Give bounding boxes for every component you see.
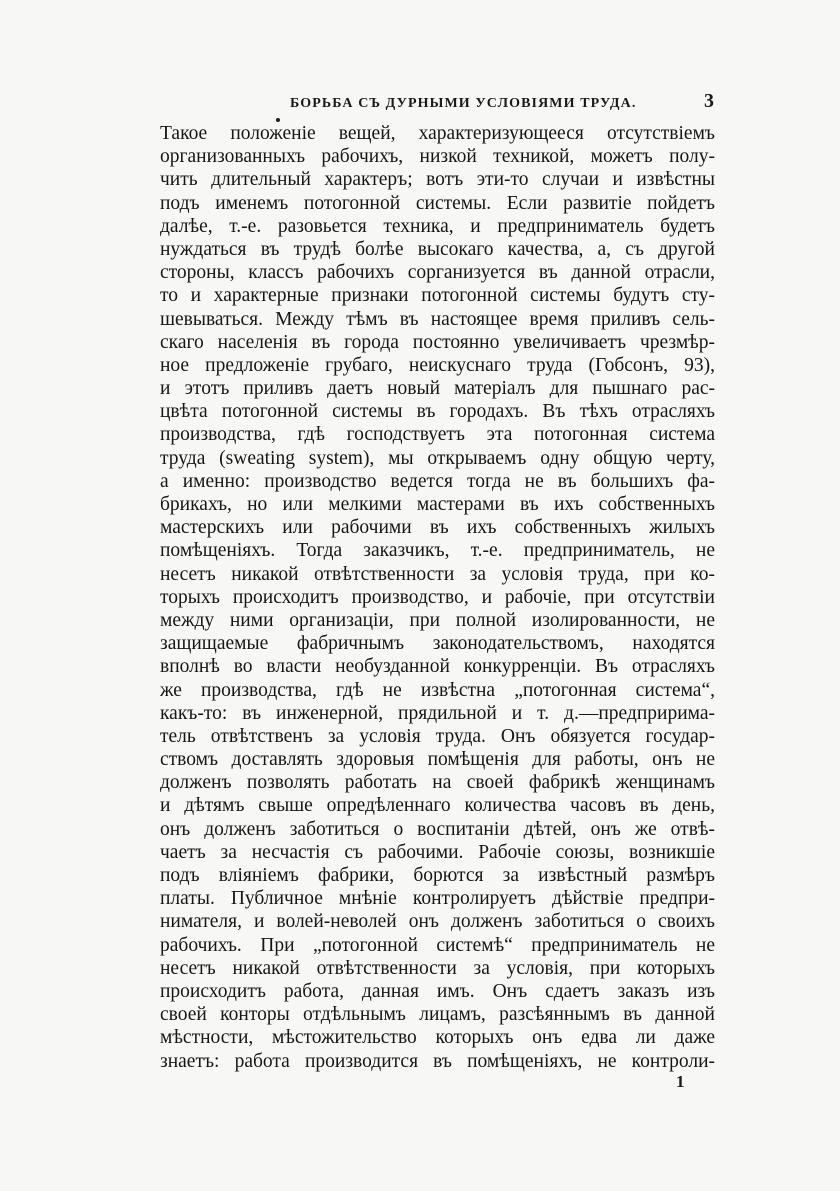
- text-line: торыхъ происходитъ производство, и рабочіе, при отсутствіи: [160, 586, 715, 608]
- text-line: защищаемые фабричнымъ законодательствомъ, находятся: [160, 633, 715, 655]
- text-line: своей конторы отдѣльнымъ лицамъ, разсѣяннымъ въ данной: [160, 1004, 715, 1026]
- signature-mark: 1: [676, 1072, 685, 1091]
- text-line: рабочихъ. При „потогонной системѣ“ предприниматель не: [160, 934, 715, 956]
- text-line: брикахъ, но или мелкими мастерами въ ихъ собственныхъ: [160, 494, 715, 515]
- page-number: 3: [704, 90, 714, 112]
- text-line: труда (sweating system), мы открываемъ одну общую черту,: [160, 447, 715, 469]
- text-line: ное предложеніе грубаго, неискуснаго труда (Гобсонъ, 93),: [160, 354, 715, 376]
- text-line: и дѣтямъ свыше опредѣленнаго количества часовъ въ день,: [160, 795, 715, 817]
- text-line: мѣстности, мѣстожительство которыхъ онъ едва ли даже: [160, 1027, 715, 1049]
- text-line: несетъ никакой отвѣтственности за условія, при которыхъ: [160, 957, 715, 979]
- text-line: же производства, гдѣ не извѣстна „потогонная система“,: [160, 679, 715, 701]
- text-line: платы. Публичное мнѣніе контролируетъ дѣйствіе предпри-: [160, 888, 715, 910]
- text-line: чаетъ за несчастія съ рабочими. Рабочіе союзы, возникшіе: [160, 841, 715, 863]
- text-line: стороны, классъ рабочихъ сорганизуется въ данной отрасли,: [160, 262, 715, 284]
- text-line: подъ именемъ потогонной системы. Если развитіе пойдетъ: [160, 192, 715, 214]
- text-line: тель отвѣтственъ за условія труда. Онъ обязуется государ-: [160, 725, 715, 747]
- text-line: долженъ позволять работать на своей фабрикѣ женщинамъ: [160, 772, 715, 794]
- text-line: цвѣта потогонной системы въ городахъ. Въ тѣхъ отрасляхъ: [160, 401, 715, 423]
- text-line: нуждаться въ трудѣ болѣе высокаго качества, а, съ другой: [160, 238, 715, 260]
- text-line: Такое положеніе вещей, характеризующееся отсутствіемъ: [160, 123, 715, 144]
- text-line: ствомъ доставлять здоровыя помѣщенія для работы, онъ не: [160, 749, 715, 771]
- text-line: а именно: производство ведется тогда не въ большихъ фа-: [160, 470, 715, 492]
- text-line: вполнѣ во власти необузданной конкурренціи. Въ отрасляхъ: [160, 656, 715, 678]
- text-line: то и характерные признаки потогонной системы будутъ сту-: [160, 285, 715, 307]
- text-line: какъ-то: въ инженерной, прядильной и т. д.—предпририма-: [160, 702, 715, 724]
- text-line: производства, гдѣ господствуетъ эта потогонная система: [160, 424, 715, 446]
- text-line: между ними организаціи, при полной изолированности, не: [160, 609, 715, 631]
- text-line: нимателя, и волей-неволей онъ долженъ заботиться о своихъ: [160, 911, 715, 933]
- text-line: далѣе, т.-е. разовьется техника, и предприниматель будетъ: [160, 215, 715, 237]
- text-line: мастерскихъ или рабочими въ ихъ собственныхъ жилыхъ: [160, 517, 715, 539]
- text-line: знаетъ: работа производится въ помѣщеніяхъ, не контроли-: [160, 1050, 715, 1072]
- text-line: организованныхъ рабочихъ, низкой техникой, можетъ полу-: [160, 146, 715, 168]
- text-line: несетъ никакой отвѣтственности за условія труда, при ко-: [160, 563, 715, 585]
- text-line: чить длительный характеръ; вотъ эти-то случаи и извѣстны: [160, 169, 715, 191]
- text-line: скаго населенія въ города постоянно увеличиваетъ чрезмѣр-: [160, 331, 715, 353]
- text-line: онъ долженъ заботиться о воспитаніи дѣтей, онъ же отвѣ-: [160, 818, 715, 840]
- text-line: шевываться. Между тѣмъ въ настоящее время приливъ сель-: [160, 308, 715, 330]
- text-line: происходитъ работа, данная имъ. Онъ сдаетъ заказъ изъ: [160, 980, 715, 1002]
- text-line: подъ вліяніемъ фабрики, борются за извѣстный размѣръ: [160, 865, 715, 886]
- running-head: БОРЬБА СЪ ДУРНЫМИ УСЛОВІЯМИ ТРУДА.: [290, 96, 637, 111]
- page-header: [160, 92, 720, 116]
- text-line: помѣщеніяхъ. Тогда заказчикъ, т.-е. предприниматель, не: [160, 540, 715, 562]
- text-line: и этотъ приливъ даетъ новый матеріалъ для пышнаго рас-: [160, 378, 715, 400]
- body-text: [160, 122, 715, 1073]
